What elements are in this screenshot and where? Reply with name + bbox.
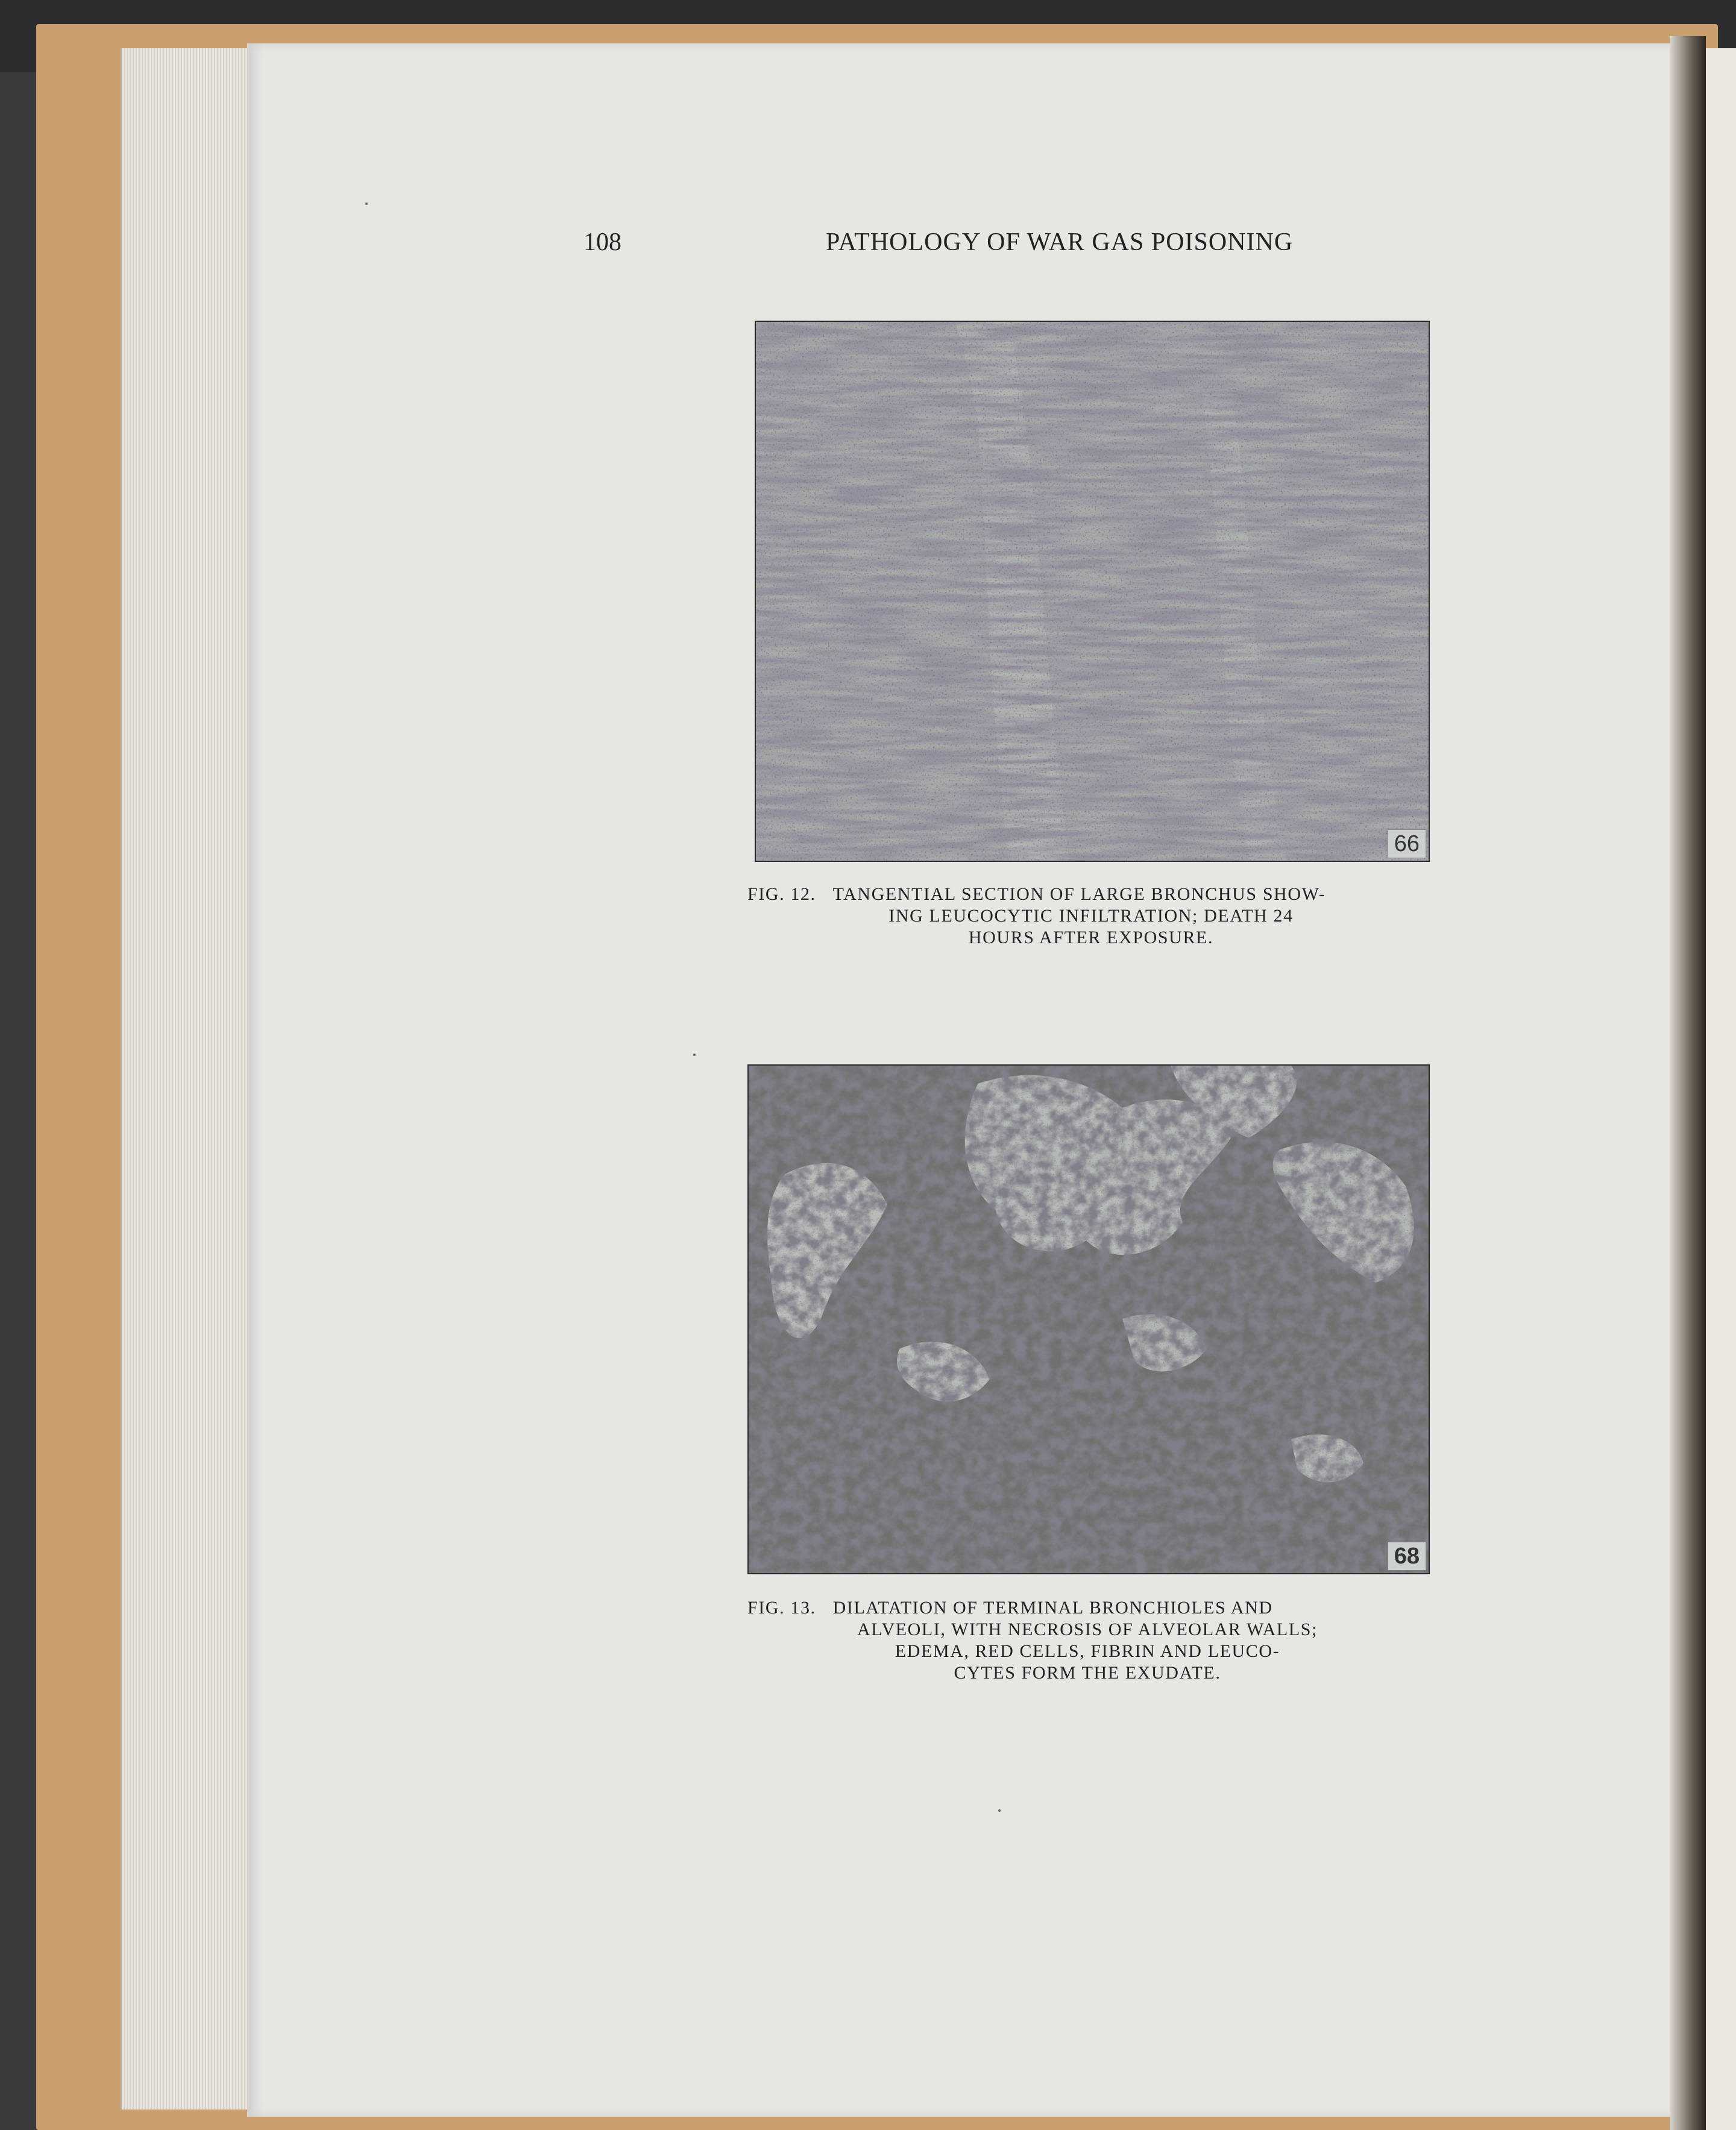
page-speck [693, 1054, 696, 1056]
caption-line: FIG. 12. TANGENTIAL SECTION OF LARGE BRONCHUS SHOW- [747, 884, 1326, 904]
figure-12-micrograph [755, 321, 1430, 862]
running-title: PATHOLOGY OF WAR GAS POISONING [826, 228, 1294, 256]
caption-line: CYTES FORM THE EXUDATE. [954, 1663, 1221, 1683]
figure-13-caption [747, 1597, 1427, 1684]
facing-page-edge [1706, 48, 1736, 2130]
alveoli-section-image [749, 1066, 1429, 1573]
page-number: 108 [583, 228, 621, 256]
caption-line: EDEMA, RED CELLS, FIBRIN AND LEUCO- [895, 1641, 1280, 1661]
book-gutter [1670, 36, 1706, 2130]
bronchus-section-image [756, 322, 1429, 861]
figure-12-caption [747, 884, 1435, 949]
page-speck [998, 1809, 1001, 1812]
figure-13-micrograph [747, 1064, 1430, 1574]
caption-line: FIG. 13. DILATATION OF TERMINAL BRONCHIOLES AND [747, 1598, 1273, 1618]
figure-label: FIG. 12. [747, 884, 816, 904]
caption-line: HOURS AFTER EXPOSURE. [968, 928, 1214, 947]
caption-line: ING LEUCOCYTIC INFILTRATION; DEATH 24 [888, 906, 1294, 926]
running-head [0, 228, 1736, 264]
caption-line: ALVEOLI, WITH NECROSIS OF ALVEOLAR WALLS; [857, 1619, 1318, 1639]
figure-label: FIG. 13. [747, 1598, 816, 1618]
page-speck [365, 203, 368, 205]
figure-plate-number: 68 [1388, 1542, 1426, 1571]
figure-plate-number: 66 [1388, 829, 1426, 858]
